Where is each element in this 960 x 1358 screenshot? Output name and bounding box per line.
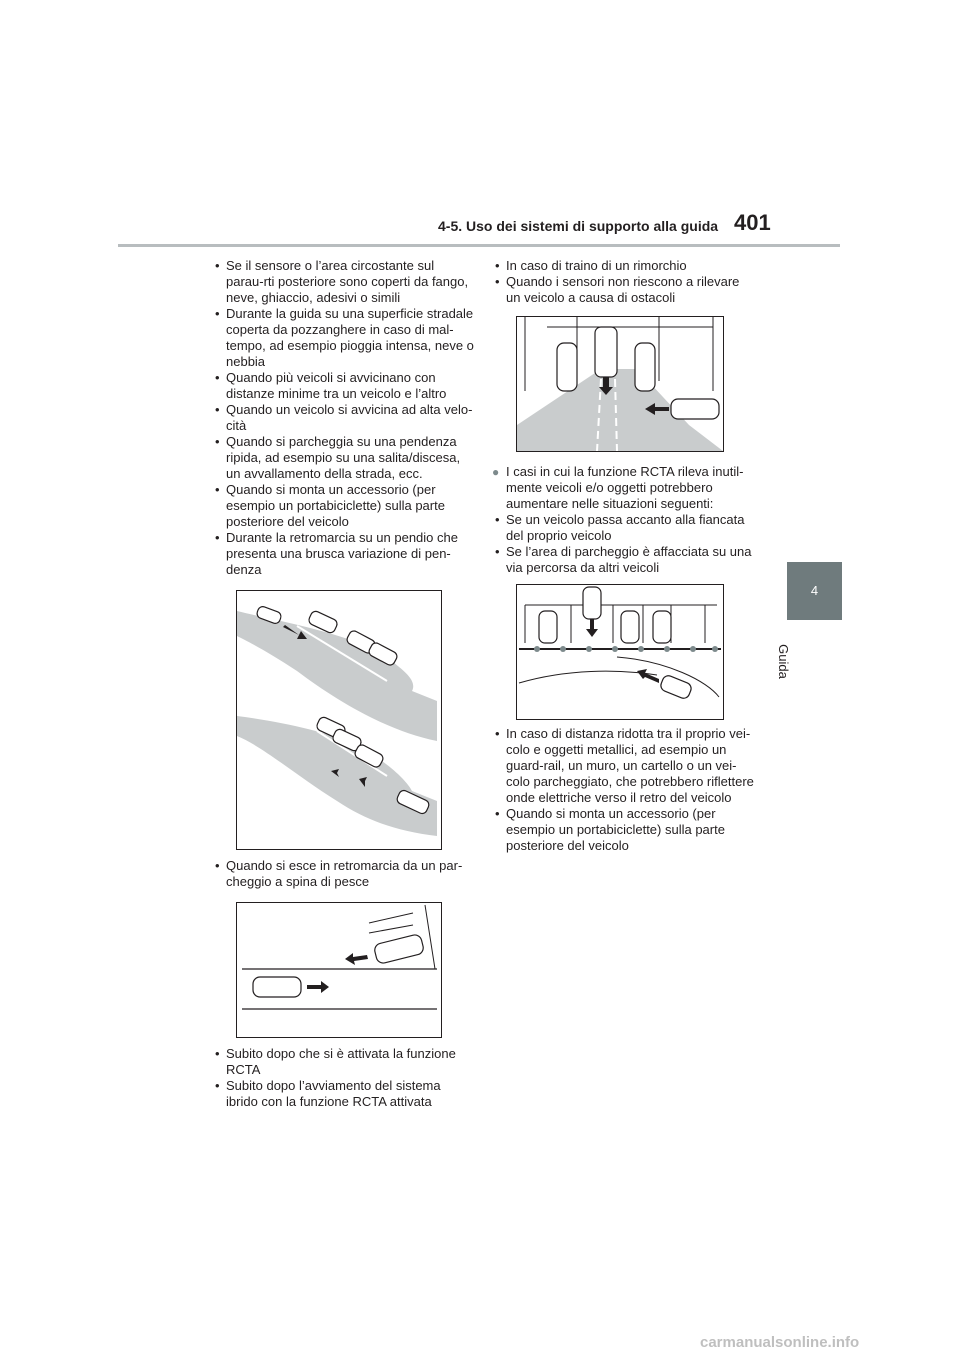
list-item: • Quando si esce in retromarcia da un par-cheggio a spina di pesce (212, 858, 474, 890)
list-item: • Quando un veicolo si avvicina ad alta velo-cità (212, 402, 474, 434)
header-divider (118, 244, 840, 247)
left-list-1 (212, 258, 474, 578)
list-item: • Se l’area di parcheggio è affacciata su una via percorsa da altri veicoli (492, 544, 754, 576)
left-list-2 (212, 858, 474, 890)
list-item: • Se un veicolo passa accanto alla fiancata del proprio veicolo (492, 512, 754, 544)
chapter-tab: 4 (787, 562, 842, 620)
right-note (492, 464, 754, 512)
section-title: 4-5. Uso dei sistemi di supporto alla guida (438, 218, 719, 234)
list-item: • Subito dopo l’avviamento del sistema ibrido con la funzione RCTA attivata (212, 1078, 474, 1110)
right-list-2 (492, 512, 754, 576)
list-item: • In caso di distanza ridotta tra il proprio vei-colo e oggetti metallici, ad esempio un guard-rail, un muro, un cartello o un vei-colo parcheggiato, che potrebbero riflettere onde elettriche verso il retro del veicolo (492, 726, 754, 806)
chapter-label-text: Guida (775, 644, 791, 679)
list-item: • Quando si monta un accessorio (per esempio un portabiciclette) sulla parte posteriore del veicolo (212, 482, 474, 530)
right-list-3 (492, 726, 754, 854)
right-list-1 (492, 258, 754, 306)
list-item: • Se il sensore o l’area circostante sul parau-rti posteriore sono coperti da fango, neve, ghiaccio, adesivi o simili (212, 258, 474, 306)
list-item: • Quando più veicoli si avvicinano con distanze minime tra un veicolo e l’altro (212, 370, 474, 402)
list-item: • Quando si parcheggia su una pendenza ripida, ad esempio su una salita/discesa, un avvallamento della strada, ecc. (212, 434, 474, 482)
note-item: ● I casi in cui la funzione RCTA rileva inutil-mente veicoli e/o oggetti potrebbero aumentare nelle situazioni seguenti: (492, 464, 754, 512)
list-item: • Durante la retromarcia su un pendio che presenta una brusca variazione di pen-denza (212, 530, 474, 578)
left-list-3 (212, 1046, 474, 1110)
watermark: carmanualsonline.info (700, 1334, 860, 1351)
slope-vehicles-figure (236, 590, 442, 850)
list-item: • Subito dopo che si è attivata la funzione RCTA (212, 1046, 474, 1078)
list-item: • Quando i sensori non riescono a rilevare un veicolo a causa di ostacoli (492, 274, 754, 306)
chapter-label (775, 632, 800, 692)
parking-obstacle-figure (516, 316, 724, 452)
herringbone-parking-figure (236, 902, 442, 1038)
list-item: • Quando si monta un accessorio (per esempio un portabiciclette) sulla parte posteriore del veicolo (492, 806, 754, 854)
list-item: • In caso di traino di un rimorchio (492, 258, 754, 274)
page-number: 401 (734, 210, 771, 235)
list-item: • Durante la guida su una superficie stradale coperta da pozzanghere in caso di mal-tempo, ad esempio pioggia intensa, neve o nebbia (212, 306, 474, 370)
parking-street-figure (516, 584, 724, 720)
